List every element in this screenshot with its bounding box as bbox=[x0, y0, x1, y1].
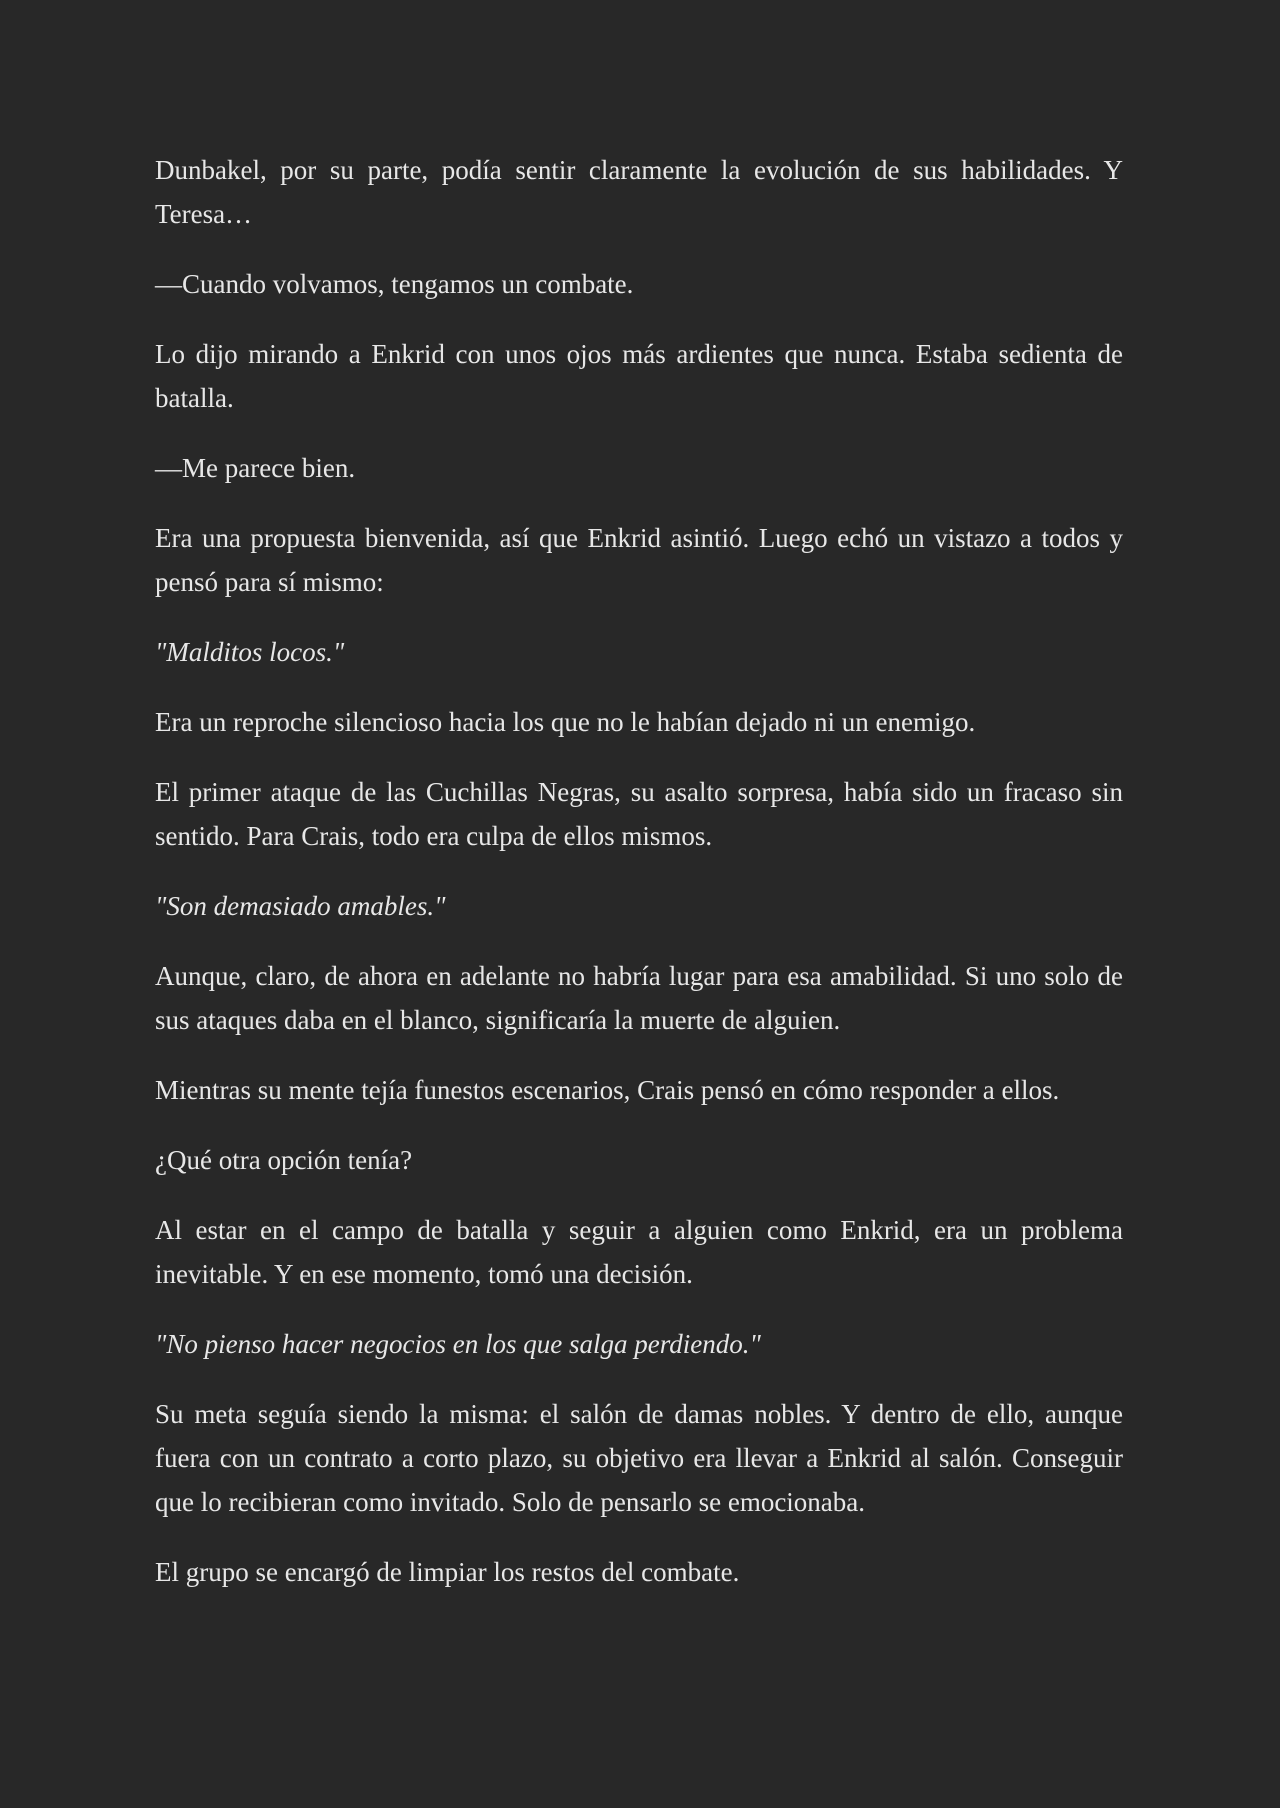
paragraph: —Me parece bien. bbox=[155, 453, 356, 483]
paragraph: ¿Qué otra opción tenía? bbox=[155, 1145, 413, 1175]
paragraph: Era un reproche silencioso hacia los que no le habían dejado ni un enemigo. bbox=[155, 707, 976, 737]
paragraph: El primer ataque de las Cuchillas Negras, su asalto sorpresa, había sido un fracaso sin sentido. Para Crais, todo era culpa de ellos mismos. bbox=[155, 777, 1123, 851]
reader-page bbox=[155, 148, 1123, 1620]
italic-thought: "Son demasiado amables." bbox=[155, 891, 446, 921]
paragraph: El grupo se encargó de limpiar los restos del combate. bbox=[155, 1557, 740, 1587]
paragraph: Mientras su mente tejía funestos escenarios, Crais pensó en cómo responder a ellos. bbox=[155, 1075, 1060, 1105]
paragraph: Aunque, claro, de ahora en adelante no habría lugar para esa amabilidad. Si uno solo de sus ataques daba en el blanco, significaría la muerte de alguien. bbox=[155, 961, 1123, 1035]
italic-thought: "No pienso hacer negocios en los que salga perdiendo." bbox=[155, 1329, 761, 1359]
paragraph: Lo dijo mirando a Enkrid con unos ojos más ardientes que nunca. Estaba sedienta de batalla. bbox=[155, 339, 1123, 413]
italic-thought: "Malditos locos." bbox=[155, 637, 345, 667]
paragraph: Su meta seguía siendo la misma: el salón de damas nobles. Y dentro de ello, aunque fuera con un contrato a corto plazo, su objetivo era llevar a Enkrid al salón. Conseguir que lo recibieran como invitado. Solo de pensarlo se emocionaba. bbox=[155, 1399, 1123, 1517]
paragraph: Era una propuesta bienvenida, así que Enkrid asintió. Luego echó un vistazo a todos y pensó para sí mismo: bbox=[155, 523, 1123, 597]
paragraph: Dunbakel, por su parte, podía sentir claramente la evolución de sus habilidades. Y Teresa… bbox=[155, 155, 1123, 229]
paragraph: Al estar en el campo de batalla y seguir a alguien como Enkrid, era un problema inevitable. Y en ese momento, tomó una decisión. bbox=[155, 1215, 1123, 1289]
paragraph: —Cuando volvamos, tengamos un combate. bbox=[155, 269, 634, 299]
